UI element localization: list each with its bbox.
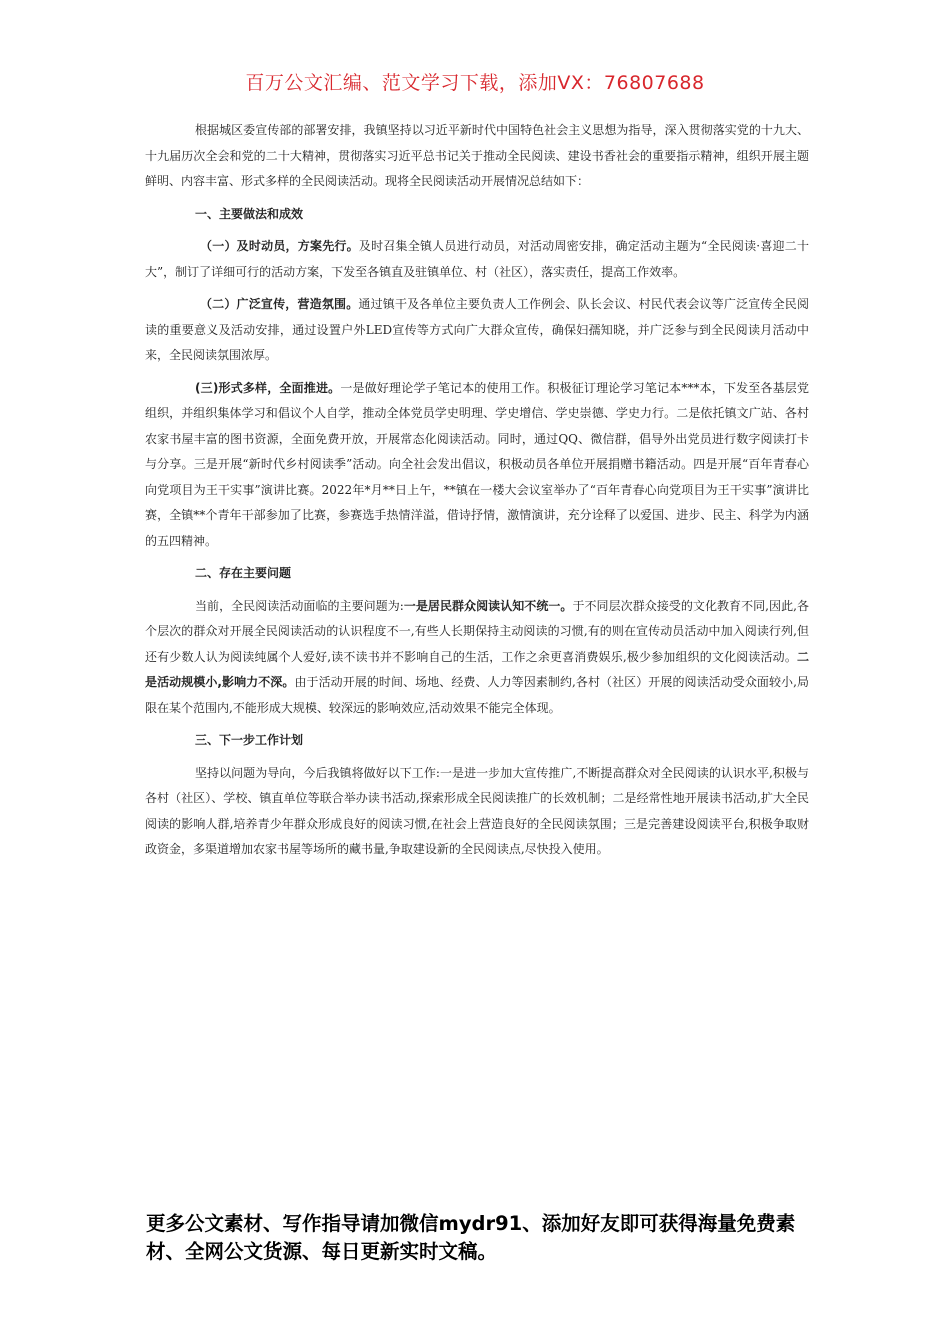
- s2-mid: 于不同层次群众接受的文化教育不同,因此,各个层次的群众对开展全民阅读活动的认识程度不一,有些人长期保持主动阅读的习惯,有的则在宣传动员活动中加入阅读行列,但还有少数人认为阅读纯属个人爱好,读不读书并不影响自己的生活，工作之余更喜消费娱乐,极少参加组织的文化阅读活动。: [145, 598, 809, 664]
- section1-item1: [145, 234, 809, 285]
- item1-title: （一）及时动员，方案先行。: [200, 239, 359, 253]
- item2-title: （二）广泛宣传，营造氛围。: [200, 297, 359, 311]
- item3-title: (三)形式多样，全面推进。: [195, 380, 341, 395]
- document-body: [145, 118, 809, 870]
- section1-item2: [145, 292, 809, 369]
- section-heading-3: 三、下一步工作计划: [195, 733, 304, 747]
- footer-promo: 更多公文素材、写作指导请加微信mydr91、添加好友即可获得海量免费素材、全网公文货源、每日更新实时文稿。: [146, 1212, 796, 1263]
- item3-text: 一是做好理论学子笔记本的使用工作。积极征订理论学习笔记本***本，下发至各基层党组织，并组织集体学习和倡议个人自学，推动全体党员学史明理、学史增信、学史崇德、学史力行。二是依托镇文广站、各村农家书屋丰富的图书资源，全面免费开放，开展常态化阅读活动。同时，通过QQ、微信群，倡导外出党员进行数字阅读打卡与分享。三是开展“新时代乡村阅读季”活动。向全社会发出倡议，积极动员各单位开展捐赠书籍活动。四是开展“百年青春心向党项目为王干实事”演讲比赛。2022年*月**日上午，**镇在一楼大会议室举办了“百年青春心向党项目为王干实事”演讲比赛，全镇**个青年干部参加了比赛，参赛选手热情洋溢，借诗抒情，激情演讲，充分诠释了以爱国、进步、民主、科学为内涵的五四精神。: [145, 380, 809, 548]
- item2-text: 通过镇干及各单位主要负责人工作例会、队长会议、村民代表会议等广泛宣传全民阅读的重要意义及活动安排，通过设置户外LED宣传等方式向广大群众宣传，确保妇孺知晓，并广泛参与到全民阅读月活动中来，全民阅读氛围浓厚。: [145, 297, 809, 362]
- item1-text: 及时召集全镇人员进行动员，对活动周密安排，确定活动主题为“全民阅读·喜迎二十大”，制订了详细可行的活动方案，下发至各镇直及驻镇单位、村（社区），落实责任，提高工作效率。: [145, 239, 809, 279]
- s2-end: 由于活动开展的时间、场地、经费、人力等因素制约,各村（社区）开展的阅读活动受众面较小,局限在某个范围内,不能形成大规模、较深远的影响效应,活动效果不能完全体现。: [145, 675, 810, 715]
- section-heading-2: 二、存在主要问题: [195, 566, 292, 580]
- s2-bold2: 二是活动规模小,影响力不深。: [145, 649, 809, 689]
- section-heading-1: 一、主要做法和成效: [195, 206, 304, 221]
- header-banner: 百万公文汇编、范文学习下载，添加VX：76807688: [245, 72, 705, 94]
- s2-start: 当前，全民阅读活动面临的主要问题为:: [195, 598, 404, 613]
- section2-paragraph: [145, 594, 809, 722]
- section1-item3: [145, 376, 809, 555]
- section3-paragraph: 坚持以问题为导向，今后我镇将做好以下工作:一是进一步加大宣传推广,不断提高群众对全民阅读的认识水平,积极与各村（社区）、学校、镇直单位等联合举办读书活动,探索形成全民阅读推广的长效机制；二是经常性地开展读书活动,扩大全民阅读的影响人群,培养青少年群众形成良好的阅读习惯,在社会上营造良好的全民阅读氛围；三是完善建设阅读平台,积极争取财政资金，多渠道增加农家书屋等场所的藏书量,争取建设新的全民阅读点,尽快投入使用。: [145, 765, 809, 856]
- s2-bold1: 一是居民群众阅读认知不统一。: [403, 598, 573, 613]
- intro-paragraph: 根据城区委宣传部的部署安排，我镇坚持以习近平新时代中国特色社会主义思想为指导，深入贯彻落实党的十九大、十九届历次全会和党的二十大精神，贯彻落实习近平总书记关于推动全民阅读、建设书香社会的重要指示精神，组织开展主题鲜明、内容丰富、形式多样的全民阅读活动。现将全民阅读活动开展情况总结如下：: [145, 123, 809, 188]
